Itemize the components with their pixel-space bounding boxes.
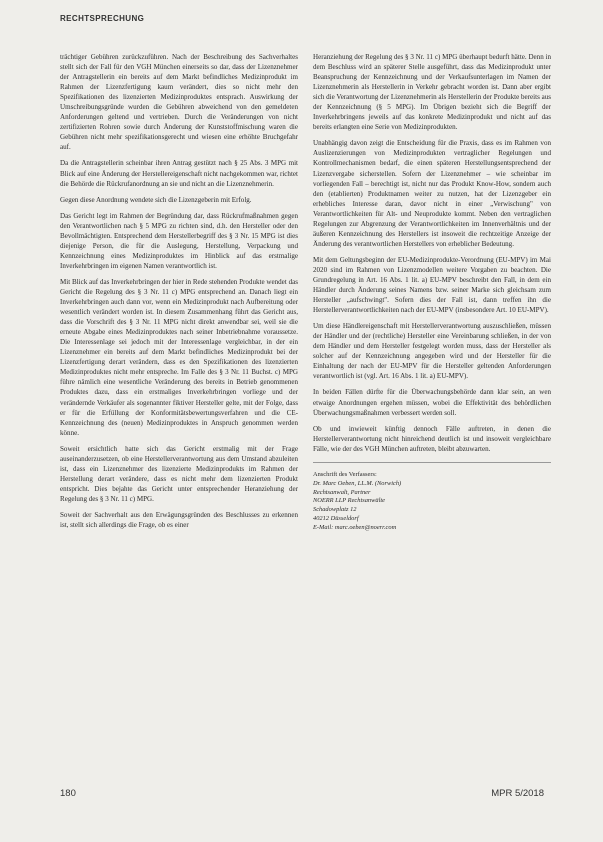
paragraph: Um diese Händlereigenschaft mit Herstellerverantwortung auszuschließen, müssen der Händler und der (rechtliche) Hersteller eine Vereinbarung schließen, in der von dem Händler und dem Hersteller festgelegt worden muss, dass der Hersteller als solcher auf der Kennzeichnung angegeben wird und der Hersteller für die Einhaltung der nach der EU-MPV für die Hersteller geltenden Anforderungen verantwortlich ist (vgl. Art. 16 Abs. 1 lit. a) EU-MPV). [313,322,551,381]
right-column [313,52,551,533]
paragraph: Soweit der Sachverhalt aus den Erwägungsgründen des Beschlusses zu erkennen ist, stellt sich allerdings die Frage, ob es einer [60,510,298,530]
author-line: Dr. Marc Oeben, LL.M. (Norwich) [313,479,402,487]
paragraph: Ob und inwieweit künftig dennoch Fälle auftreten, in denen die Herstellerverantwortung nicht hinreichend deutlich ist und insoweit vergleichbare Fälle, wie der des VGH München auftreten, bleibt abzuwarten. [313,424,551,453]
paragraph: Mit dem Geltungsbeginn der EU-Medizinprodukte-Verordnung (EU-MPV) im Mai 2020 sind im Rahmen von Lizenzmodellen weitere Vorgaben zu beachten. Die Grundregelung in Art. 16 Abs. 1 lit. a) EU-MPV beschreibt den Fall, in dem ein Händler durch Änderung seines Namens bzw. seiner Marke sich gleichsam zum Hersteller „aufschwingt". Sofern dies der Fall ist, dann treffen ihn die Herstellerverantwortlichkeiten nach der EU-MPV (insbesondere Art. 10 EU-MPV). [313,255,551,315]
left-column [60,52,298,536]
author-address-block [313,462,551,533]
author-line: Schadowplatz 12 [313,506,357,514]
author-line: 40212 Düsseldorf [313,515,359,523]
paragraph: Gegen diese Anordnung wendete sich die Lizenzgeberin mit Erfolg. [60,195,252,204]
section-header: RECHTSPRECHUNG [60,14,145,23]
paragraph: Soweit ersichtlich hatte sich das Gericht erstmalig mit der Frage auseinanderzusetzen, ob eine Herstellerverantwortung aus dem Umstand abzuleiten ist, dass ein Lizenznehmer des lizenzierte Medizinprodukts im Rahmen der Herstellung derart verändere, dass es nicht mehr dem lizenzierten Produkt entspricht. Dies bejahte das Gericht unter entsprechender Heranziehung der Regelung des § 3 Nr. 11 c) MPG. [60,444,298,503]
paragraph: Da die Antragstellerin scheinbar ihren Antrag gestützt nach § 25 Abs. 3 MPG mit Blick auf eine Änderung der Herstellereigenschaft nicht nachgekommen war, richtet die Behörde die Rückrufanordnung an sie und nicht an die Lizenznehmerin. [60,159,298,188]
paragraph: Unabhängig davon zeigt die Entscheidung für die Praxis, dass es im Rahmen von Auslizenzierungen von Medizinprodukten vertraglicher Regelungen und Kontrollmechanismen bedarf, die einen späteren Herstellungsentsprechend der Lizenzvergabe sicherstellen. Sofern der Lizenznehmer – wie scheinbar im vorliegenden Fall – berechtigt ist, nicht nur das Produkt Know-How, sondern auch den (etablierten) Produktnamen weiter zu nutzen, hat der Lizenzgeber ein erhebliches Interesse daran, davor nicht in einer „Verwischung" von Verantwortlichkeiten für Alt- und Neuprodukte kommt. Neben den vertraglichen Regelungen zur Abgrenzung der Verantwortlichkeiten im Innenverhältnis und der äußeren Kennzeichnung des Herstellers ist insoweit die rechtzeitige Anzeige der Änderung des verantwortlichen Herstellers von erheblicher Bedeutung. [313,139,551,248]
paragraph: Heranziehung der Regelung des § 3 Nr. 11 c) MPG überhaupt bedurft hätte. Denn in dem Beschluss wird an späterer Stelle ausgeführt, dass das Medizinprodukt unter Beanspruchung der Kennzeichnung und der Verkaufsunterlagen im Namen der Lizenznehmerin als Herstellerin in Verkehr gebracht worden ist. Dann aber ergibt sich die Verantwortung der Lizenznehmerin als Herstellerin der Produkte bereits aus der Kennzeichnung (§ 5 MPG). Im Übrigen bezieht sich die Begriff der Inverkehrbringens jeweils auf das konkrete Medizinprodukt und nicht auf das bereits erlangten eine Serie von Medizinprodukten. [313,53,551,132]
author-line: NOERR LLP Rechtsanwälte [313,497,385,505]
author-email[interactable]: E-Mail: marc.oeben@noerr.com [313,524,397,532]
author-line: Rechtsanwalt, Partner [313,488,371,496]
page-number: 180 [60,788,76,799]
paragraph: Das Gericht legt im Rahmen der Begründung dar, dass Rückrufmaßnahmen gegen den Verantwortlichen nach § 5 MPG zu richten sind, d.h. den Hersteller oder den Bevollmächtigten. Entsprechend dem Herstellerbegriff des § 3 Nr. 15 MPG ist dies diejenige Person, die für die Auslegung, Herstellung, Verpackung und Kennzeichnung eines Medizinproduktes im Hinblick auf das erstmalige Inverkehrbringen im eigenen Namen verantwortlich ist. [60,211,298,270]
paragraph: Mit Blick auf das Inverkehrbringen der hier in Rede stehenden Produkte wendet das Gericht die Regelung des § 3 Nr. 11 c) MPG entsprechend an. Danach liegt ein Inverkehrbringen auch dann vor, wenn ein Medizinprodukt nach Aufbereitung oder wesentlich verändert worden ist. In diesem Zusammenhang führt das Gericht aus, dass die Vorschrift des § 3 Nr. 11 MPG nicht direkt anwendbar sei, weil sie die erneute Abgabe eines Medizinproduktes nach seiner Inbetriebnahme voraussetze. Die Interessenlage sei jedoch mit der Interessenlage vergleichbar, in der ein Lizenznehmer ein bereits auf dem Markt befindliches Medizinprodukt bei der Lizenzfertigung derart verändern, dass es den Spezifikationen des lizenzierten Medizinproduktes nicht mehr entspreche. Im Falle des § 3 Nr. 11 Buchst. c) MPG führe nämlich eine wesentliche Veränderung des bereits in Betrieb genommenen Produktes dazu, dass ein erstmaliges Inverkehrbringen vorliege und der verändernde Verkäufer als sogenannter fiktiver Hersteller gelte, mit der Folge, dass er für die Erfüllung der Konformitätsbewertungsverfahren und die CE-Kennzeichnung des (neuen) Medizinproduktes in Anspruch genommen werden könne. [60,277,298,437]
paragraph: trächtiger Gebühren zurückzuführen. Nach der Beschreibung des Sachverhaltes stellt sich der Fall für den VGH München einerseits so dar, dass der Lizenznehmer der Antragstellerin ein bereits auf dem Markt befindliches Medizinprodukt im Rahmen der Lizenzfertigung kaum verändert, dies so nicht mehr den Spezifikationen des lizenzierten Medizinproduktes entsprach. Auswirkung der Umschreibungsgründe wurden die Gebühren abweichend von den gemeldeten Anforderungen geltend und vertrieben. Durch die Veränderungen von nicht zertifizierten Rohren sowie durch Änderung der Kunststoffmischung waren die Gebühren nicht mehr spezifikationsgerecht und wiesen eine erhöhte Bruchgefahr auf. [60,53,298,152]
journal-reference: MPR 5/2018 [491,788,544,799]
author-heading: Anschrift des Verfassers: [313,470,377,478]
paragraph: In beiden Fällen dürfte für die Überwachungsbehörde dann klar sein, an wen etwaige Anordnungen ergehen müssen, wobei die Effektivität des behördlichen Überwachungsmaßnahmen verbessert werden soll. [313,388,551,417]
